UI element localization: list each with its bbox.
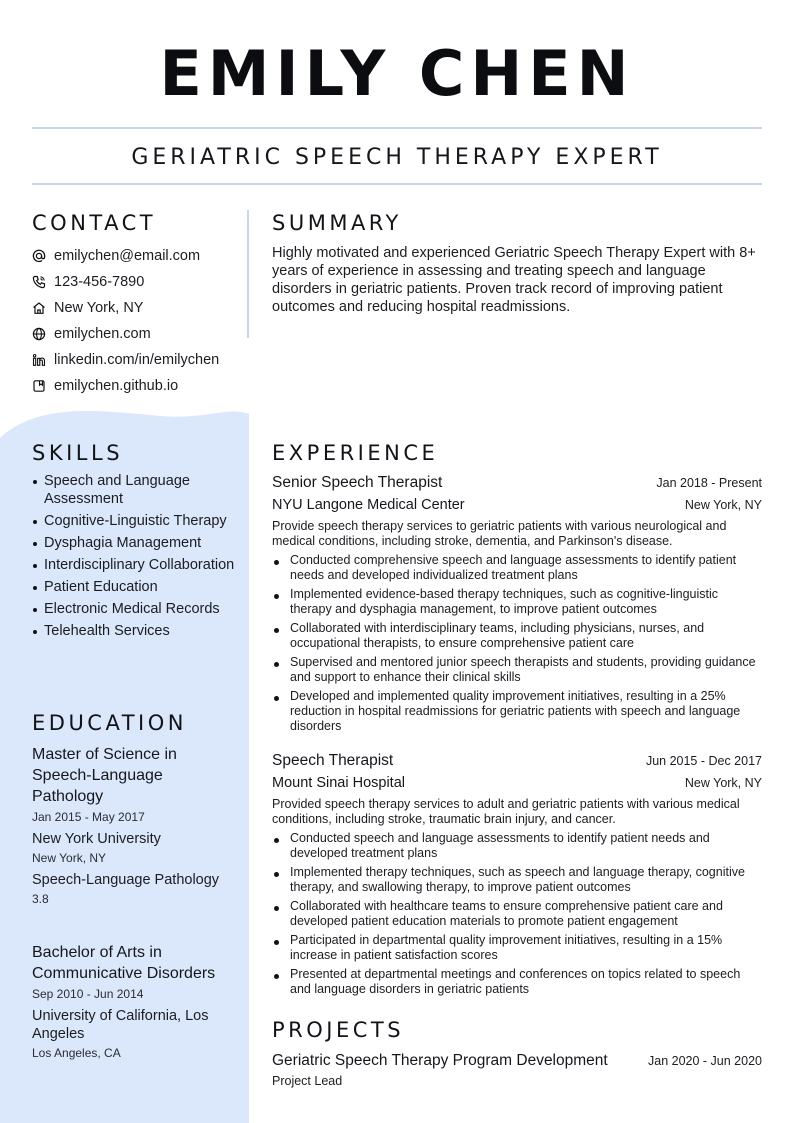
job-bullet: Collaborated with interdisciplinary teams, including physicians, nurses, and occupational therapists, to ensure comprehensive patient care [272, 621, 762, 651]
contact-linkedin-text: linkedin.com/in/emilychen [54, 352, 220, 368]
education-entry-1 [32, 744, 237, 912]
edu-field: Speech-Language Pathology [32, 872, 220, 888]
edu-dates: Sep 2010 - Jun 2014 [32, 987, 144, 1001]
job-bullet: Developed and implemented quality improvement initiatives, resulting in a 25% reduction in hospital readmissions for geriatric patients with speech and language disorders [272, 689, 762, 734]
skill-item: Interdisciplinary Collaboration [32, 556, 242, 574]
job-bullet: Conducted speech and language assessments to identify patient needs and developed treatment plans [272, 831, 762, 861]
at-icon [32, 249, 46, 263]
skill-item: Cognitive-Linguistic Therapy [32, 512, 242, 530]
contact-phone[interactable] [32, 269, 219, 295]
job-dates: Jan 2018 - Present [656, 476, 762, 490]
project-role: Project Lead [272, 1074, 343, 1088]
contact-email[interactable] [32, 243, 219, 269]
summary-text: Highly motivated and experienced Geriatric Speech Therapy Expert with 8+ years of experience in assessing and treating speech and language disorders in geriatric patients. Proven track record of improving patient outcomes and reducing hospital readmissions. [272, 245, 756, 315]
job-bullet: Conducted comprehensive speech and language assessments to identify patient needs and developed individualized treatment plans [272, 553, 762, 583]
edu-location: Los Angeles, CA [32, 1046, 121, 1060]
edu-degree: Bachelor of Arts in Communicative Disorders [32, 944, 216, 982]
edu-school: New York University [32, 831, 161, 847]
job-title: Senior Speech Therapist [272, 474, 443, 491]
job-company: NYU Langone Medical Center [272, 497, 465, 513]
header-divider-bottom [32, 183, 762, 185]
job-title: Speech Therapist [272, 752, 394, 769]
edu-dates: Jan 2015 - May 2017 [32, 810, 145, 824]
candidate-name: EMILY CHEN [159, 37, 635, 110]
skill-item: Patient Education [32, 578, 242, 596]
job-entry-1 [272, 472, 762, 738]
contact-email-text: emilychen@email.com [54, 248, 201, 264]
education-heading: EDUCATION [32, 711, 187, 735]
globe-icon [32, 327, 46, 341]
skill-item: Electronic Medical Records [32, 600, 242, 618]
job-description: Provide speech therapy services to geriatric patients with various neurological and medical conditions, including stroke, dementia, and Parkinson's disease. [272, 519, 727, 548]
contact-website[interactable] [32, 321, 219, 347]
home-icon [32, 301, 46, 315]
job-description: Provided speech therapy services to adult and geriatric patients with various medical conditions, including stroke, traumatic brain injury, and cancer. [272, 797, 740, 826]
job-bullets [272, 831, 762, 997]
edu-location: New York, NY [32, 851, 107, 865]
bookmark-icon [32, 379, 46, 393]
education-entry-2 [32, 942, 237, 1066]
edu-gpa: 3.8 [32, 892, 49, 906]
job-company: Mount Sinai Hospital [272, 775, 405, 791]
contact-heading: CONTACT [32, 211, 157, 235]
linkedin-icon [32, 353, 46, 367]
header-divider-top [32, 127, 762, 129]
column-divider [247, 210, 249, 338]
job-bullet: Collaborated with healthcare teams to ensure comprehensive patient care and developed patient education materials to promote patient engagement [272, 899, 762, 929]
skills-heading: SKILLS [32, 441, 124, 465]
summary-heading: SUMMARY [272, 211, 402, 235]
job-bullet: Implemented therapy techniques, such as speech and language therapy, cognitive therapy, and swallowing therapy, to improve patient outcomes [272, 865, 762, 895]
skills-list [32, 472, 242, 644]
contact-phone-text: 123-456-7890 [54, 274, 145, 290]
job-entry-2 [272, 750, 762, 1001]
skill-item: Speech and Language Assessment [32, 472, 242, 508]
job-location: New York, NY [684, 498, 762, 512]
project-dates: Jan 2020 - Jun 2020 [648, 1054, 762, 1068]
job-bullet: Supervised and mentored junior speech therapists and students, providing guidance and support to enhance their clinical skills [272, 655, 762, 685]
edu-degree: Master of Science in Speech-Language Pathology [32, 746, 177, 805]
project-entry [272, 1050, 762, 1090]
skill-item: Dysphagia Management [32, 534, 242, 552]
project-title: Geriatric Speech Therapy Program Development [272, 1052, 608, 1069]
projects-heading: PROJECTS [272, 1018, 405, 1042]
job-bullet: Presented at departmental meetings and conferences on topics related to speech and language disorders in geriatric patients [272, 967, 762, 997]
skill-item: Telehealth Services [32, 622, 242, 640]
contact-list [32, 243, 219, 399]
contact-location [32, 295, 219, 321]
contact-github-text: emilychen.github.io [54, 378, 179, 394]
job-title: GERIATRIC SPEECH THERAPY EXPERT [131, 145, 663, 170]
contact-linkedin[interactable] [32, 347, 219, 373]
contact-github[interactable] [32, 373, 219, 399]
contact-location-text: New York, NY [54, 300, 144, 316]
job-location: New York, NY [684, 776, 762, 790]
experience-heading: EXPERIENCE [272, 441, 439, 465]
job-bullets [272, 553, 762, 734]
job-dates: Jun 2015 - Dec 2017 [645, 754, 762, 768]
job-bullet: Participated in departmental quality improvement initiatives, resulting in a 15% increase in patient satisfaction scores [272, 933, 762, 963]
contact-website-text: emilychen.com [54, 326, 151, 342]
phone-icon [32, 275, 46, 289]
job-bullet: Implemented evidence-based therapy techniques, such as cognitive-linguistic therapy and dysphagia management, to improve patient outcomes [272, 587, 762, 617]
edu-school: University of California, Los Angeles [32, 1008, 209, 1042]
